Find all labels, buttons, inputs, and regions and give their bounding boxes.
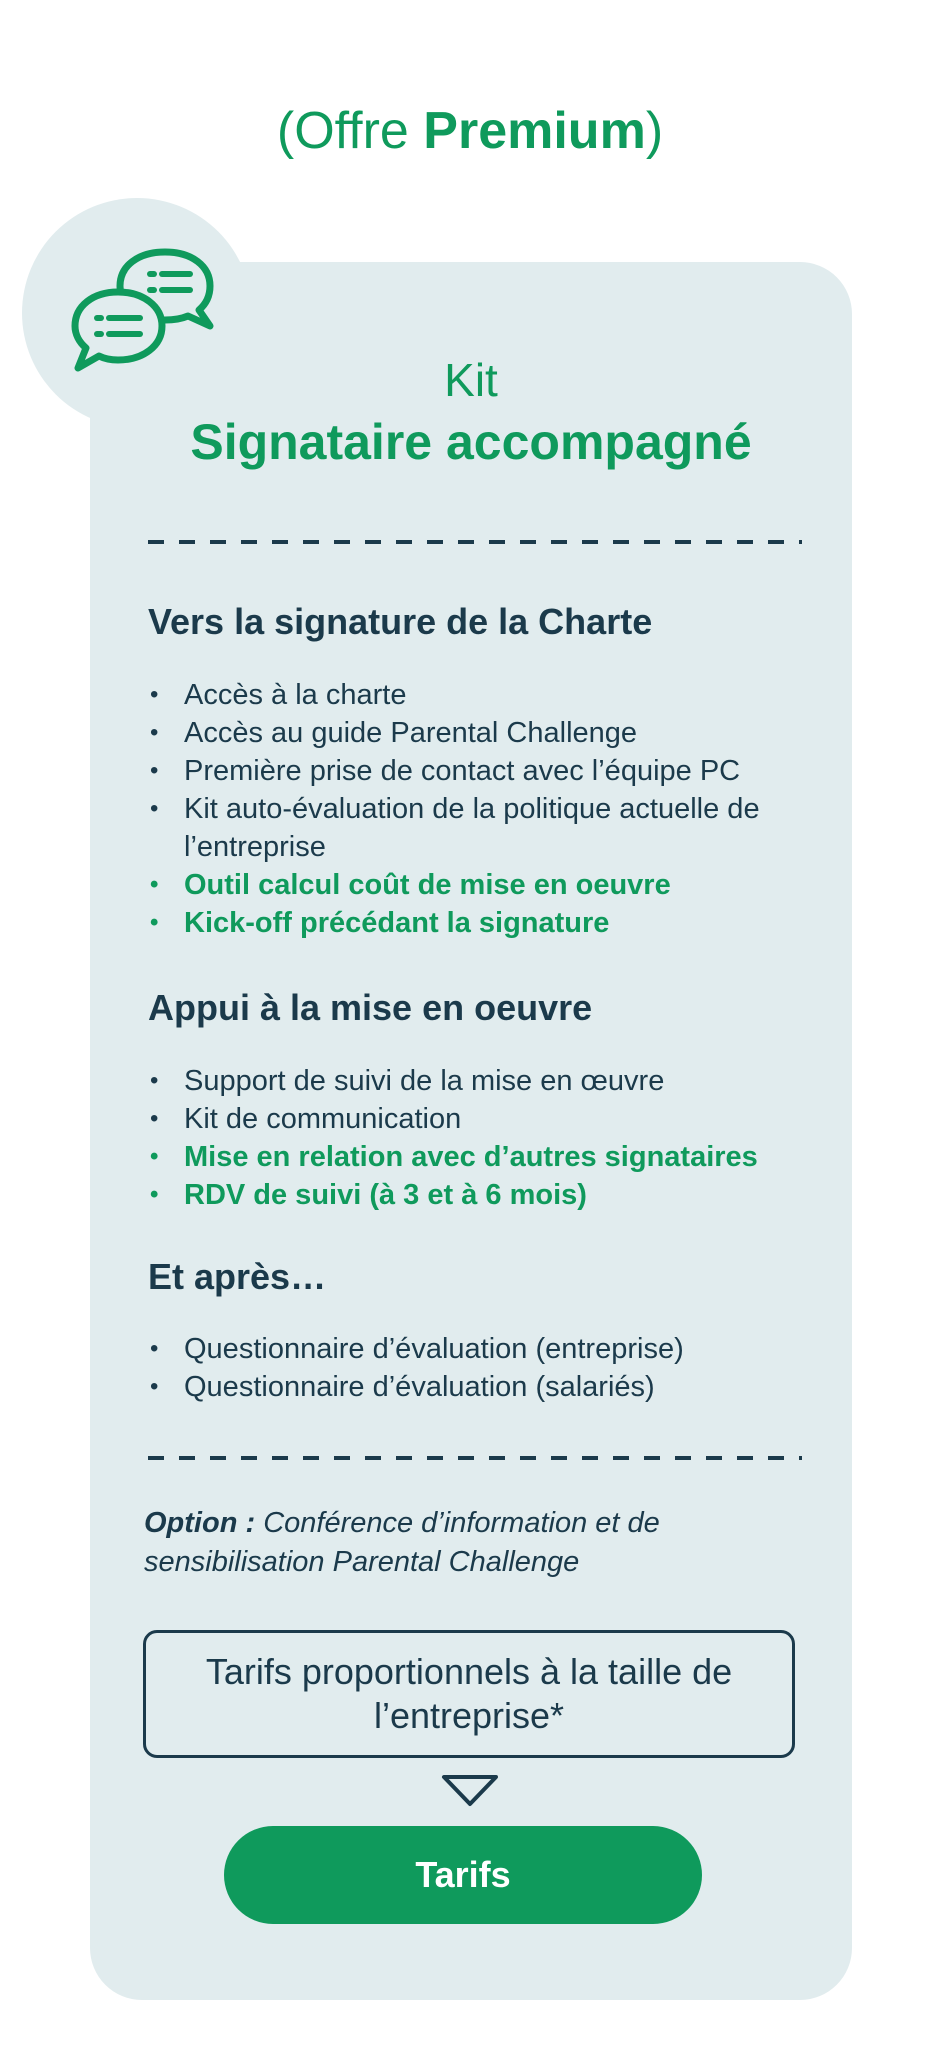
list-item: • Accès à la charte xyxy=(148,676,828,714)
option-text xyxy=(144,1504,824,1582)
section-title-implementation: Appui à la mise en oeuvre xyxy=(148,987,593,1028)
section-list-after xyxy=(148,1330,828,1406)
offer-title-paren-close: ) xyxy=(645,102,664,160)
list-item-highlight: • RDV de suivi (à 3 et à 6 mois) xyxy=(148,1176,828,1214)
list-item: • Première prise de contact avec l’équipe PC xyxy=(148,752,828,790)
section-title-after: Et après… xyxy=(148,1256,327,1297)
list-item-highlight: • Outil calcul coût de mise en oeuvre xyxy=(148,866,828,904)
tarifs-button[interactable]: Tarifs xyxy=(224,1826,702,1924)
dashed-divider-bottom xyxy=(148,1456,802,1460)
offer-title-paren-open: ( xyxy=(276,102,295,160)
option-description: Conférence d’information et de sensibilisation Parental Challenge xyxy=(144,1507,660,1578)
offer-title xyxy=(0,96,940,166)
section-list-signature xyxy=(148,676,828,942)
option-label: Option : xyxy=(144,1507,256,1539)
list-item: • Support de suivi de la mise en œuvre xyxy=(148,1062,828,1100)
section-title-signature: Vers la signature de la Charte xyxy=(148,601,653,642)
list-item: • Questionnaire d’évaluation (entreprise) xyxy=(148,1330,828,1368)
section-list-implementation xyxy=(148,1062,828,1214)
list-item: • Kit auto-évaluation de la politique actuelle de l’entreprise xyxy=(148,790,828,866)
offer-title-name: Premium xyxy=(423,102,646,160)
dashed-divider-top xyxy=(148,540,802,544)
offer-title-prefix: Offre xyxy=(294,102,424,160)
list-item: • Kit de communication xyxy=(148,1100,828,1138)
list-item: • Questionnaire d’évaluation (salariés) xyxy=(148,1368,828,1406)
pricing-note-box xyxy=(143,1630,795,1758)
kit-label: Kit xyxy=(444,354,498,406)
triangle-down-icon xyxy=(440,1774,500,1808)
list-item: • Accès au guide Parental Challenge xyxy=(148,714,828,752)
list-item-highlight: • Kick-off précédant la signature xyxy=(148,904,828,942)
pricing-note-text: Tarifs proportionnels à la taille de l’entreprise* xyxy=(205,1651,733,1736)
kit-name: Signataire accompagné xyxy=(190,414,752,470)
list-item-highlight: • Mise en relation avec d’autres signataires xyxy=(148,1138,828,1176)
